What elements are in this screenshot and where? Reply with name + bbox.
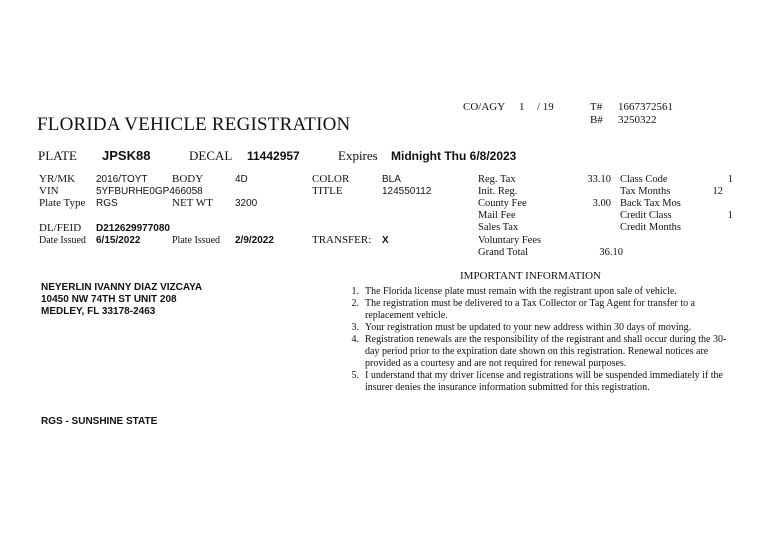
grand-total-label: Grand Total (478, 247, 529, 258)
dl-feid-label: DL/FEID (39, 222, 82, 234)
yrmk-label: YR/MK (39, 173, 76, 185)
notice-item-number: 1. (351, 286, 359, 297)
notice-heading: IMPORTANT INFORMATION (460, 270, 601, 282)
class-code-value: 1 (727, 174, 733, 185)
fee-row-init-reg (478, 186, 733, 198)
plate-issued-label: Plate Issued (172, 235, 221, 246)
fee-row-grand-total (478, 247, 733, 259)
title-value: 124550112 (382, 186, 432, 197)
co-agy-label: CO/AGY (463, 101, 506, 113)
grand-total-value: 36.10 (599, 247, 623, 258)
net-wt-value: 3200 (235, 198, 258, 209)
notice-item-text: Registration renewals are the responsibility of the registrant and shall occur during the 30-day period prior to the expiration date shown on this registration. Renewal notices are provided as a courtesy and are not required for renewal purposes. (365, 334, 727, 369)
t-number-value: 1667372561 (618, 101, 673, 113)
b-number-label: B# (590, 114, 603, 126)
t-number-label: T# (590, 101, 603, 113)
body-label: BODY (172, 173, 204, 185)
transfer-label: TRANSFER: (312, 234, 372, 246)
dl-feid-value: D212629977080 (96, 223, 170, 234)
decal-label: DECAL (189, 148, 233, 163)
notice-item-number: 3. (351, 322, 359, 333)
reg-tax-label: Reg. Tax (478, 174, 516, 185)
date-issued-value: 6/15/2022 (96, 235, 141, 246)
vin-value: 5YFBURHE0GP466058 (96, 186, 203, 197)
notice-item-text: The registration must be delivered to a Tax Collector or Tag Agent for transfer to a replacement vehicle. (365, 298, 696, 321)
plate-label: PLATE (38, 148, 77, 163)
class-code-label: Class Code (620, 174, 668, 185)
color-label: COLOR (312, 173, 350, 185)
voluntary-fees-label: Voluntary Fees (478, 235, 542, 246)
notice-item-number: 2. (351, 298, 359, 309)
tax-months-label: Tax Months (620, 186, 671, 197)
init-reg-label: Init. Reg. (478, 186, 518, 197)
tax-months-value: 12 (712, 186, 723, 197)
transfer-value: X (382, 235, 389, 246)
yrmk-value: 2016/TOYT (96, 174, 148, 185)
credit-months-label: Credit Months (620, 222, 681, 233)
body-value: 4D (235, 174, 248, 185)
sales-tax-label: Sales Tax (478, 222, 519, 233)
plate-value: JPSK88 (102, 148, 151, 163)
decal-value: 11442957 (247, 149, 300, 163)
document-title: FLORIDA VEHICLE REGISTRATION (37, 114, 351, 135)
expires-value: Midnight Thu 6/8/2023 (391, 149, 517, 163)
expires-label: Expires (338, 148, 378, 163)
county-fee-value: 3.00 (592, 198, 611, 209)
date-issued-label: Date Issued (39, 235, 86, 246)
title-label: TITLE (312, 185, 343, 197)
plate-issued-value: 2/9/2022 (235, 235, 274, 246)
color-value: BLA (382, 174, 401, 185)
credit-class-value: 1 (727, 210, 733, 221)
notice-item-number: 4. (351, 334, 359, 345)
notice-item-text: The Florida license plate must remain with the registrant upon sale of vehicle. (365, 286, 677, 297)
notice-item-text: I understand that my driver license and registrations will be suspended immediately if the insurer denies the insurance information submitted for this registration. (365, 370, 723, 393)
fee-row-reg-tax (478, 174, 733, 186)
vin-label: VIN (39, 185, 59, 197)
reg-tax-value: 33.10 (587, 174, 611, 185)
fee-row-county-fee (478, 198, 733, 210)
b-number-value: 3250322 (618, 114, 657, 126)
owner-address-line1: 10450 NW 74TH ST UNIT 208 (41, 294, 177, 305)
co-agy-suffix: / 19 (537, 101, 554, 113)
plate-type-value: RGS (96, 198, 118, 209)
net-wt-label: NET WT (172, 197, 213, 209)
plate-type-label: Plate Type (39, 197, 86, 209)
owner-name: NEYERLIN IVANNY DIAZ VIZCAYA (41, 282, 203, 293)
plate-design-note: RGS - SUNSHINE STATE (41, 416, 158, 427)
owner-city-state-zip: MEDLEY, FL 33178-2463 (41, 306, 156, 317)
co-agy-value: 1 (519, 101, 525, 113)
fee-row-voluntary-fees (478, 235, 733, 247)
county-fee-label: County Fee (478, 198, 527, 209)
notice-item-number: 5. (351, 370, 359, 381)
notice-item-text: Your registration must be updated to your new address within 30 days of moving. (365, 322, 692, 333)
mail-fee-label: Mail Fee (478, 210, 516, 221)
fee-row-sales-tax (478, 222, 733, 234)
back-tax-mos-label: Back Tax Mos (620, 198, 681, 209)
credit-class-label: Credit Class (620, 210, 672, 221)
fee-row-mail-fee (478, 210, 733, 222)
